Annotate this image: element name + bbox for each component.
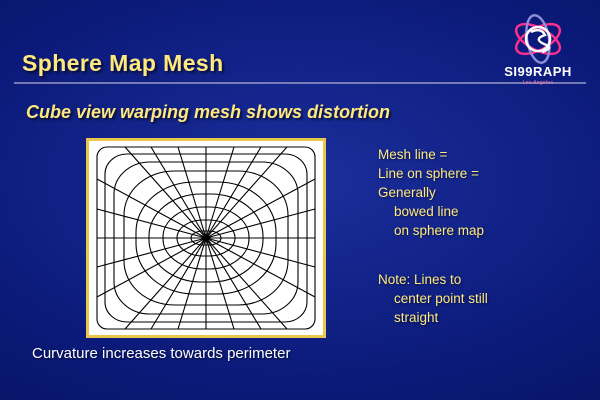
- siggraph-logo: [490, 12, 586, 94]
- warping-mesh-diagram: [89, 141, 323, 335]
- note-line: center point still: [394, 291, 488, 306]
- note-line: on sphere map: [394, 223, 485, 238]
- note-line: Line on sphere =: [378, 166, 479, 181]
- note-line: Mesh line =: [378, 147, 448, 162]
- slide-subtitle: Cube view warping mesh shows distortion: [26, 102, 391, 122]
- note-line: straight: [394, 310, 439, 325]
- notes-center-lines: [378, 270, 488, 327]
- note-line: bowed line: [394, 204, 459, 219]
- mesh-figure: [86, 138, 326, 338]
- siggraph-rings-icon: [501, 12, 575, 66]
- page-title: Sphere Map Mesh: [22, 50, 224, 76]
- note-line: Generally: [378, 185, 436, 200]
- notes-mesh-line: [378, 145, 484, 240]
- logo-subtext: Los Angeles: [522, 80, 554, 86]
- figure-caption: Curvature increases towards perimeter: [32, 345, 291, 362]
- logo-wordmark: SI99RAPH: [504, 64, 572, 79]
- note-line: Note: Lines to: [378, 272, 462, 287]
